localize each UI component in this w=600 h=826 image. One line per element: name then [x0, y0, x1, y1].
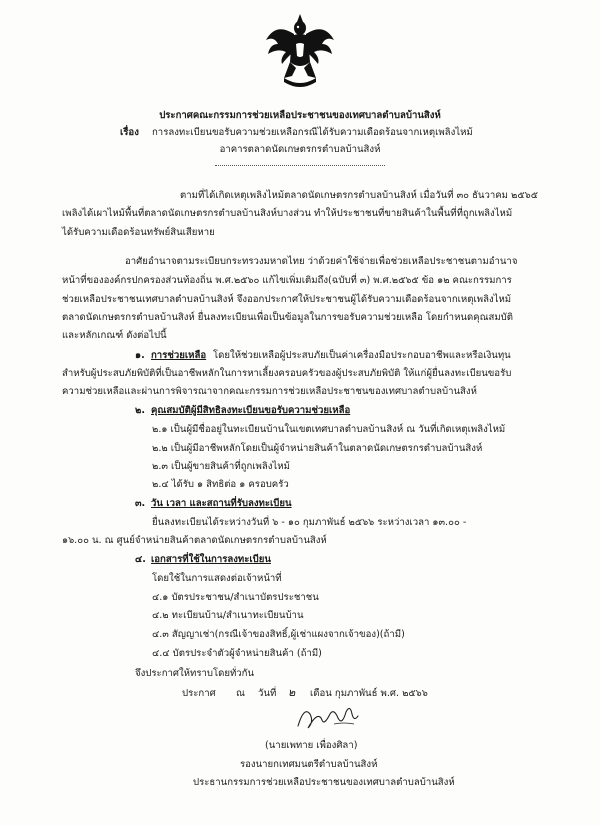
- authority-line-2: หน้าที่ขององค์กรปกครองส่วนท้องถิ่น พ.ศ.๒๕๖๐ แก้ไขเพิ่มเติมถึง(ฉบับที่ ๓) พ.ศ.๒๕๖๕ ข้อ ๑๒ คณะกรรมการ: [62, 275, 512, 286]
- subject-line-2: อาคารตลาดนัดเกษตรกรตำบลบ้านสิงห์: [219, 144, 381, 155]
- section-4-item: ๔.๒ ทะเบียนบ้าน/สำเนาทะเบียนบ้าน: [152, 610, 304, 621]
- section-1-line-1: โดยให้ช่วยเหลือผู้ประสบภัยเป็นค่าเครื่องมือประกอบอาชีพและหรือเงินทุน: [213, 350, 511, 361]
- intro-line-1: ตามที่ได้เกิดเหตุเพลิงไหม้ตลาดนัดเกษตรกรตำบลบ้านสิงห์ เมื่อวันที่ ๓๐ ธันวาคม ๒๕๖๕: [180, 190, 538, 201]
- announcement-title: ประกาศคณะกรรมการช่วยเหลือประชาชนของเทศบาลตำบลบ้านสิงห์: [159, 110, 441, 121]
- subject-label: เรื่อง: [120, 127, 139, 138]
- authority-line-1: อาศัยอำนาจตามระเบียบกระทรวงมหาดไทย ว่าด้วยค่าใช้จ่ายเพื่อช่วยเหลือประชาชนตามอำนาจ: [125, 256, 518, 267]
- announce-at: ณ: [236, 688, 245, 699]
- section-1-heading: การช่วยเหลือ: [151, 350, 207, 361]
- section-4-item: ๔.๓ สัญญาเช่า(กรณีเจ้าของสิทธิ์,ผู้เช่าแผงจากเจ้าของ)(ถ้ามี): [152, 629, 405, 640]
- intro-line-2: เพลิงได้เผาไหม้พื้นที่ตลาดนัดเกษตรกรตำบลบ้านสิงห์บางส่วน ทำให้ประชาชนที่ขายสินค้าในพื้นที่ที่ถูกเพลิงไหม้: [62, 208, 513, 219]
- signature: [294, 700, 364, 734]
- signer-name: (นายเพทาย เพื่องศิลา): [265, 740, 358, 751]
- section-1-number: ๑.: [135, 350, 145, 361]
- announce-day: ๒: [288, 686, 296, 699]
- section-1-line-2: สำหรับผู้ประสบภัยพิบัติที่เป็นอาชีพหลักในการหาเลี้ยงครอบครัวของผู้ประสบภัยพิบัติ ให้แก่ผู้ยื่นลงทะเบียนขอรับ: [62, 368, 512, 379]
- signer-role: ประธานกรรมการช่วยเหลือประชาชนของเทศบาลตำบลบ้านสิงห์: [193, 777, 455, 788]
- subject-line-1: การลงทะเบียนขอรับความช่วยเหลือกรณีได้รับความเดือดร้อนจากเหตุเพลิงไหม้: [152, 127, 473, 138]
- section-2-item: ๒.๔ ได้รับ ๑ สิทธิต่อ ๑ ครอบครัว: [152, 479, 289, 490]
- section-3-line-2: ๑๖.๐๐ น. ณ ศูนย์จำหน่ายสินค้าตลาดนัดเกษตรกรตำบลบ้านสิงห์: [62, 535, 327, 546]
- section-2-number: ๒.: [135, 405, 145, 416]
- section-2-item: ๒.๒ เป็นผู้มีอาชีพหลักโดยเป็นผู้จำหน่ายสินค้าในตลาดนัดเกษตรกรตำบลบ้านสิงห์: [152, 443, 483, 454]
- authority-line-5: และหลักเกณฑ์ ดังต่อไปนี้: [62, 330, 167, 341]
- section-1-line-3: ความช่วยเหลือและผ่านการพิจารณาจากคณะกรรมการช่วยเหลือประชาชนของเทศบาลตำบลบ้านสิงห์: [62, 386, 477, 397]
- section-3-line-1: ยื่นลงทะเบียนได้ระหว่างวันที่ ๖ - ๑๐ กุมภาพันธ์ ๒๕๖๖ ระหว่างเวลา ๑๓.๐๐ -: [152, 517, 467, 528]
- garuda-emblem: [262, 10, 338, 94]
- section-3-heading: วัน เวลา และสถานที่รับลงทะเบียน: [151, 498, 292, 509]
- section-2-item: ๒.๓ เป็นผู้ขายสินค้าที่ถูกเพลิงไหม้: [152, 461, 290, 472]
- section-2-item: ๒.๑ เป็นผู้มีชื่ออยู่ในทะเบียนบ้านในเขตเทศบาลตำบลบ้านสิงห์ ณ วันที่เกิดเหตุเพลิงไหม้: [152, 424, 506, 435]
- section-4-heading: เอกสารที่ใช้ในการลงทะเบียน: [151, 554, 271, 565]
- section-4-number: ๔.: [135, 554, 146, 565]
- section-2-heading: คุณสมบัติผู้มีสิทธิลงทะเบียนขอรับความช่วยเหลือ: [151, 405, 351, 416]
- section-3-number: ๓.: [135, 498, 146, 509]
- announce-label: ประกาศ: [182, 688, 216, 699]
- section-4-item: ๔.๔ บัตรประจำตัวผู้จำหน่ายสินค้า (ถ้ามี): [152, 648, 322, 659]
- authority-line-3: ช่วยเหลือประชาชนเทศบาลตำบลบ้านสิงห์ จึงออกประกาศให้ประชาชนผู้ได้รับความเดือดร้อนจากเหตุเพลิงไหม้: [62, 294, 512, 305]
- header-divider: [215, 165, 385, 166]
- announce-day-label: วันที่: [258, 688, 277, 699]
- section-4-intro: โดยใช้ในการแสดงต่อเจ้าหน้าที่: [152, 573, 282, 584]
- closing-text: จึงประกาศให้ทราบโดยทั่วกัน: [135, 668, 255, 679]
- intro-line-3: ได้รับความเดือดร้อนทรัพย์สินเสียหาย: [62, 227, 215, 238]
- authority-line-4: ตลาดนัดเกษตรกรตำบลบ้านสิงห์ ยื่นลงทะเบียนเพื่อเป็นข้อมูลในการขอรับความช่วยเหลือ โดยกำหนดคุณสมบัติ: [62, 312, 514, 323]
- signer-position: รองนายกเทศมนตรีตำบลบ้านสิงห์: [240, 759, 378, 770]
- announce-month-year: เดือน กุมภาพันธ์ พ.ศ. ๒๕๖๖: [310, 688, 428, 699]
- section-4-item: ๔.๑ บัตรประชาชน/สำเนาบัตรประชาชน: [152, 592, 319, 603]
